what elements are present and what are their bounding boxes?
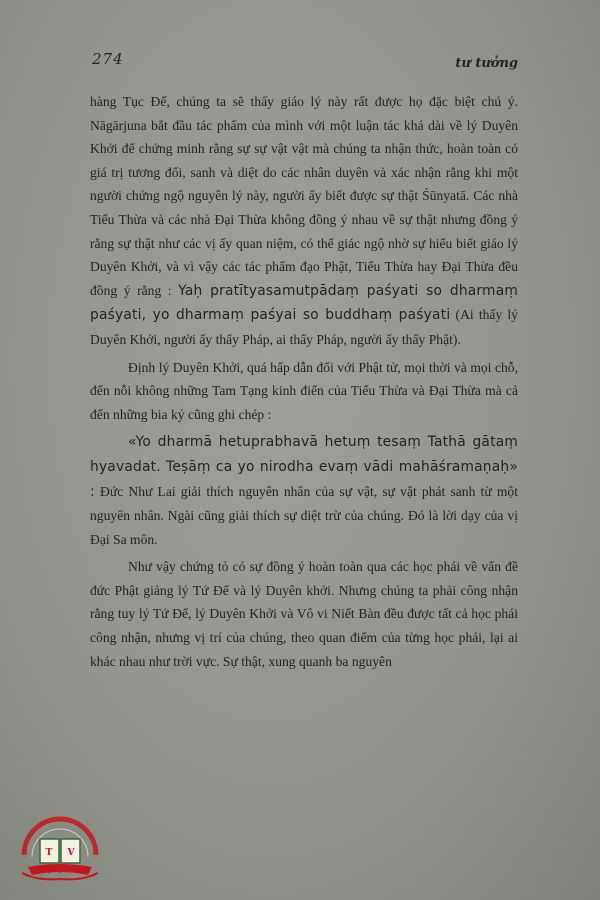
quote-translation: Đức Như Lai giải thích nguyên nhân của sự vật, sự vật phát sanh từ một nguyên nhân. Ngài cũng giải thích sự diệt trừ của chúng. Đó là lời dạy của vị Đại Sa môn. bbox=[90, 483, 518, 547]
page-number: 274 bbox=[92, 50, 124, 68]
paragraph bbox=[90, 430, 518, 551]
running-title: tư tưởng bbox=[455, 56, 518, 71]
sanskrit-quote: «Yo dharmā hetuprabhavā hetuṃ tesaṃ Tathā gātaṃ hyavadat. Teṣāṃ ca yo nirodha evaṃ vādi mahāśramaṇaḥ» : bbox=[90, 434, 518, 500]
paragraph-text: hàng Tục Đế, chúng ta sẽ thấy giáo lý này rất được họ đặc biệt chú ý. Nāgārjuna bắt đầu tác phẩm của mình với một luận tác khá dài về lý Duyên Khởi để chứng minh rằng sự sự vật vật mà chúng ta nhận thức, hoàn toàn có giá trị tương đối, sanh và diệt do các nhân duyên và xác nhận rằng khi một người chứng ngộ nguyên lý này, người ấy biết được sự thật Śūnyatā. Các nhà Tiểu Thừa và các nhà Đại Thừa không đồng ý nhau về sự thật nhưng đồng ý rằng sự thật như các vị ấy quan niệm, có thể giác ngộ nhờ sự hiểu biết giáo lý Duyên Khởi, và vì vậy các tác phẩm đạo Phật, Tiểu Thừa hay Đại Thừa đều đồng ý rằng : bbox=[90, 94, 518, 298]
verse-translation: (Ai thấy lý Duyên Khởi, người ấy thấy Pháp, ai thấy Pháp, người ấy thấy Phật). bbox=[90, 307, 518, 347]
paragraph-text: Như vậy chứng tỏ có sự đồng ý hoàn toàn qua các học phái về vấn đề đức Phật giảng lý Tứ Đế và lý Duyên khởi. Nhưng chúng ta phải công nhận rằng tuy lý Tứ Đế, lý Duyên Khởi và Vô vi Niết Bàn đều được tất cả học phái công nhận, nhưng vị trí của chúng, theo quan điểm của từng học phái, lại ai khác nhau như trời vực. Sự thật, xung quanh ba nguyên bbox=[90, 559, 518, 669]
paragraph bbox=[90, 90, 518, 352]
sanskrit-verse: Yaḥ pratītyasamutpādaṃ paśyati so dharmaṃ paśyati, yo dharmaṃ paśyai so buddhaṃ paśyati bbox=[90, 282, 518, 324]
paragraph-text: Định lý Duyên Khởi, quá hấp dẫn đối với Phật tử, mọi thời và mọi chỗ, đến nỗi không những Tam Tạng kinh điển của Tiểu Thừa và Đại Thừa mà cả đến những bia ký cũng ghi chép : bbox=[90, 359, 518, 422]
paragraph bbox=[90, 555, 518, 673]
hue-quang-logo-icon bbox=[18, 815, 102, 889]
svg-text:V: V bbox=[67, 848, 75, 858]
body-text bbox=[90, 90, 518, 673]
logo-name: HUỆ QUANG bbox=[32, 865, 90, 874]
svg-text:T: T bbox=[45, 848, 53, 858]
paragraph bbox=[90, 356, 518, 427]
